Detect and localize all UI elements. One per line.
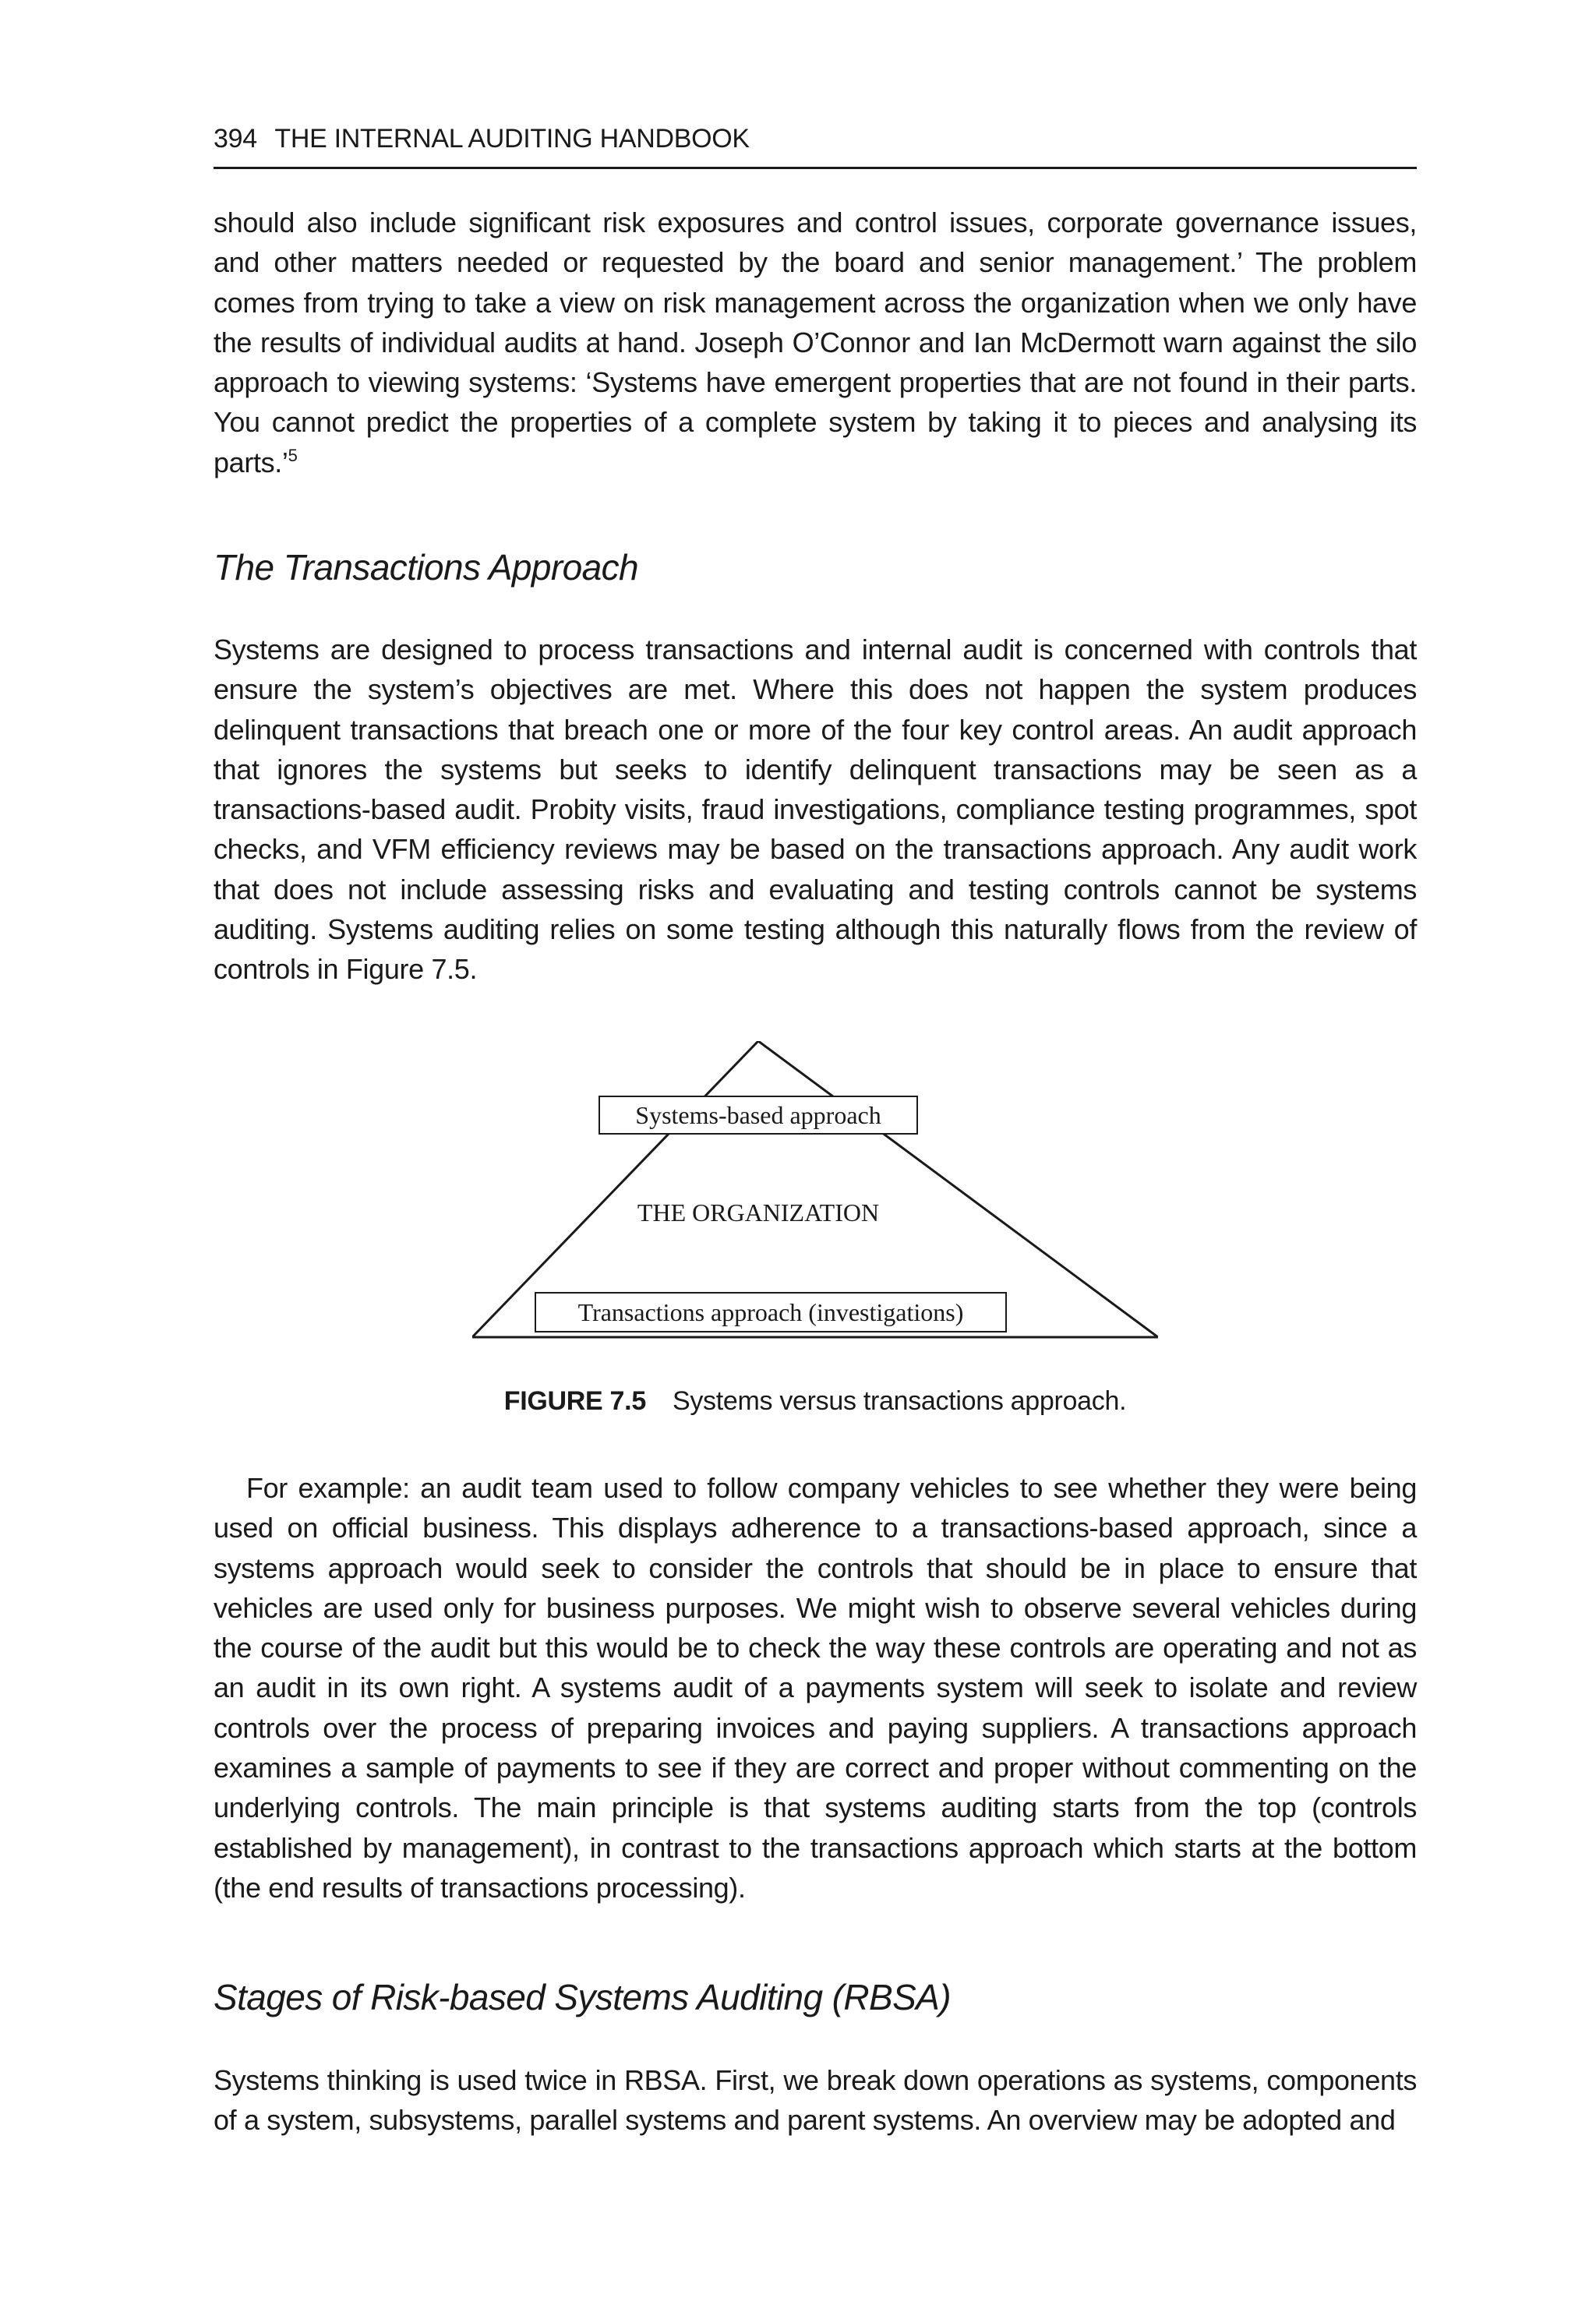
section-heading-transactions-approach: The Transactions Approach xyxy=(214,547,638,588)
transactions-paragraph-1: Systems are designed to process transactions and internal audit is concerned with controls that ensure the system’s objectives are met. Where this does not happen the system produces delinquent transactions that breach one or more of the four key control areas. An audit approach that ignores the systems but seeks to identify delinquent transactions may be seen as a transactions-based audit. Probity visits, fraud investigations, compliance testing programmes, spot checks, and VFM efficiency reviews may be based on the transactions approach. Any audit work that does not include assessing risks and evaluating and testing controls cannot be systems auditing. Systems auditing relies on some testing although this naturally flows from the review of controls in Figure 7.5. xyxy=(214,634,1417,986)
header-rule xyxy=(214,167,1417,169)
page-number: 394 xyxy=(214,124,257,154)
figure-7-5-pyramid-diagram xyxy=(472,1041,1158,1353)
footnote-reference: 5 xyxy=(288,445,298,465)
running-header xyxy=(214,123,1417,154)
figure-caption-text: Systems versus transactions approach. xyxy=(672,1386,1127,1416)
book-title: THE INTERNAL AUDITING HANDBOOK xyxy=(274,124,750,154)
transactions-paragraph-2: For example: an audit team used to follow company vehicles to see whether they were being used on official business. This displays adherence to a transactions-based approach, since a systems approach would seek to consider the controls that should be in place to ensure that vehicles are used only for business purposes. We might wish to observe several vehicles during the course of the audit but this would be to check the way these controls are operating and not as an audit in its own right. A systems audit of a payments system will seek to isolate and review controls over the process of preparing invoices and paying suppliers. A transactions approach examines a sample of payments to see if they are correct and proper without commenting on the underlying controls. The main principle is that systems auditing starts from the top (controls established by management), in contrast to the transactions approach which starts at the bottom (the end results of transactions processing). xyxy=(214,1472,1417,1904)
transactions-approach-box: Transactions approach (investigations) xyxy=(535,1292,1007,1332)
figure-caption xyxy=(214,1385,1417,1417)
intro-paragraph-text: should also include significant risk exposures and control issues, corporate governance issues, and other matters needed or requested by the board and senior management.’ The problem comes from trying to take a view on risk management across the organization when we only have the results of individual audits at hand. Joseph O’Connor and Ian McDermott warn against the silo approach to viewing systems: ‘Systems have emergent properties that are not found in their parts. You cannot predict the properties of a complete system by taking it to pieces and analysing its parts.’ xyxy=(214,206,1417,478)
organization-label: THE ORGANIZATION xyxy=(637,1198,880,1227)
section-heading-rbsa: Stages of Risk-based Systems Auditing (RBSA) xyxy=(214,1977,951,2017)
figure-caption-label: FIGURE 7.5 xyxy=(503,1386,646,1416)
systems-based-approach-box: Systems-based approach xyxy=(598,1096,918,1135)
intro-paragraph xyxy=(214,203,1417,482)
rbsa-paragraph-1: Systems thinking is used twice in RBSA. First, we break down operations as systems, components of a system, subsystems, parallel systems and parent systems. An overview may be adopted and xyxy=(214,2064,1417,2137)
